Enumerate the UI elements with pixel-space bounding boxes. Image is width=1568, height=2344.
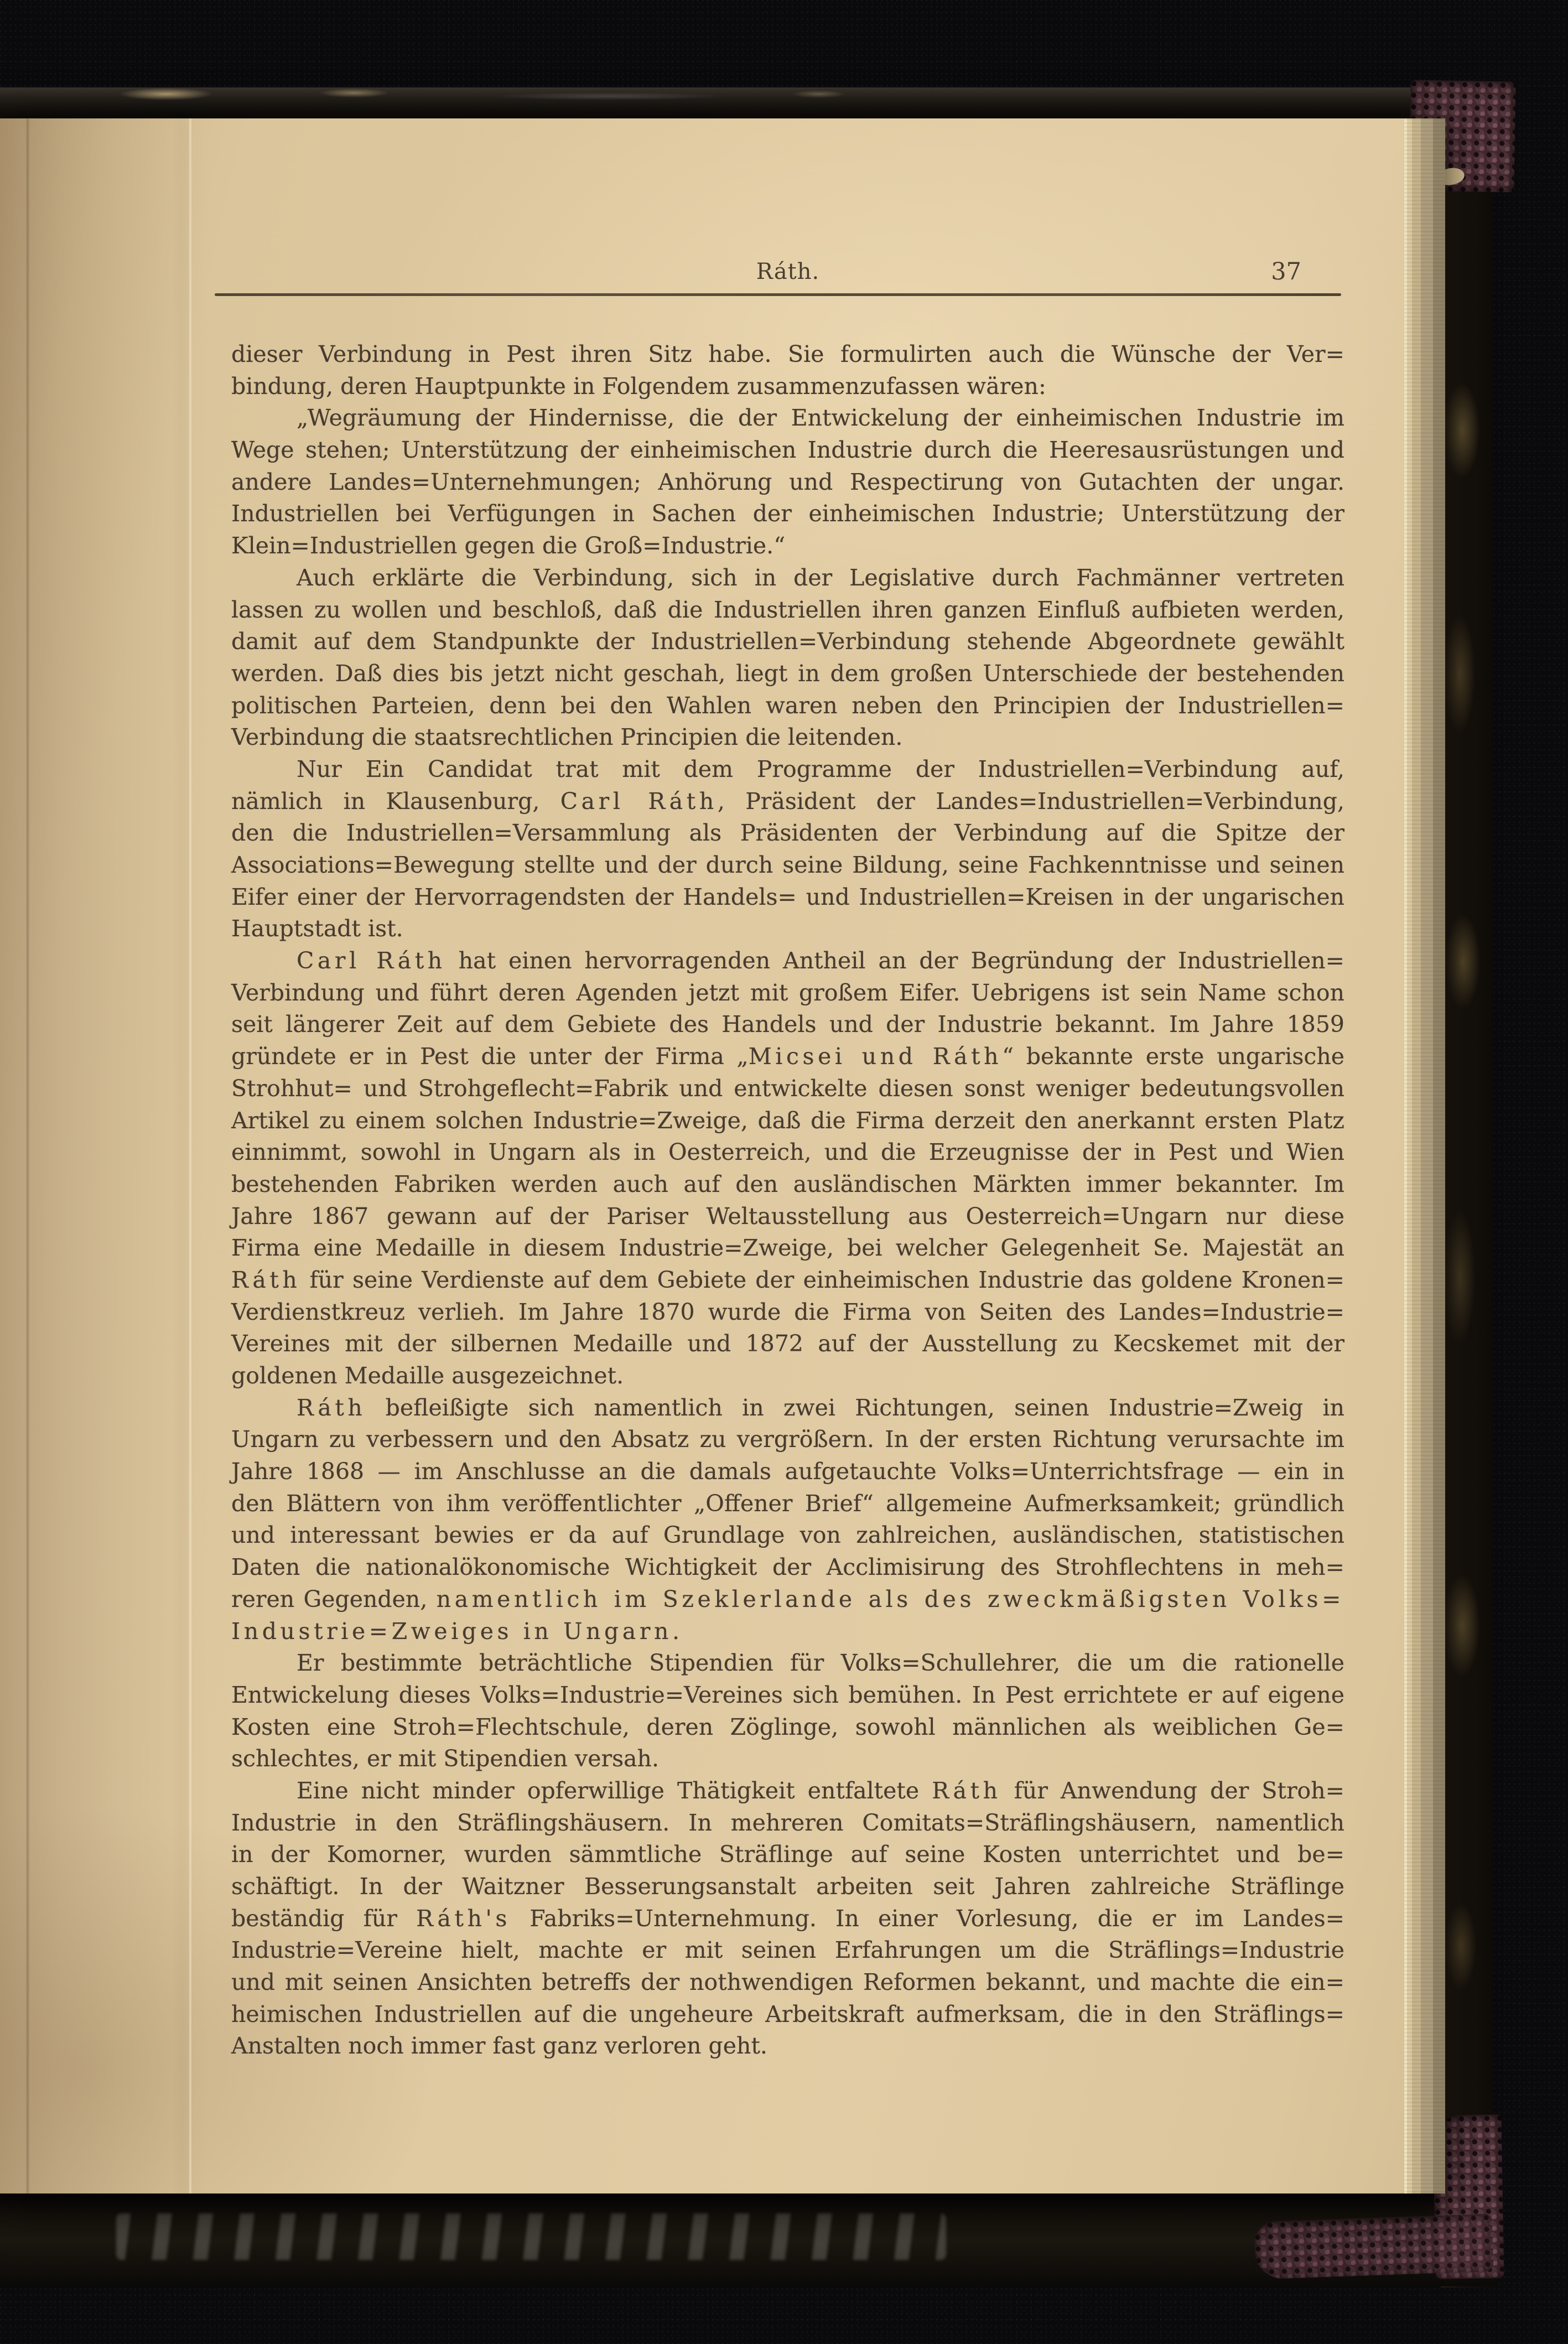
text-segment: Eifer einer der Hervorragendsten der Handels= und Industriellen=Kreisen in der ungarischen bbox=[231, 883, 1344, 910]
text-line bbox=[231, 530, 1344, 562]
text-line bbox=[231, 913, 1344, 945]
text-segment: Kosten eine Stroh=Flechtschule, deren Zöglinge, sowohl männlichen als weiblichen Ge= bbox=[231, 1713, 1344, 1740]
text-segment: einnimmt, sowohl in Ungarn als in Oesterreich, und die Erzeugnisse der in Pest und Wien bbox=[231, 1139, 1344, 1166]
text-segment: Entwickelung dieses Volks=Industrie=Vereines sich bemühen. In Pest errichtete er auf eigene bbox=[231, 1681, 1344, 1708]
text-line bbox=[231, 722, 1344, 754]
text-segment: lassen zu wollen und beschloß, daß die Industriellen ihren ganzen Einfluß aufbieten werden, bbox=[231, 596, 1344, 623]
text-line bbox=[231, 1679, 1344, 1712]
text-segment: Klein=Industriellen gegen die Groß=Industrie.“ bbox=[231, 532, 786, 559]
text-line bbox=[231, 1073, 1344, 1105]
letterspaced-text: Micsei und Ráth bbox=[748, 1043, 1003, 1070]
text-segment: “ bekannte erste ungarische bbox=[1002, 1043, 1344, 1070]
text-segment: seit längerer Zeit auf dem Gebiete des Handels und der Industrie bekannt. Im Jahre 1859 bbox=[231, 1011, 1344, 1038]
text-line bbox=[231, 1456, 1344, 1488]
page-fold-crease bbox=[189, 118, 191, 2193]
text-segment: Associations=Bewegung stellte und der durch seine Bildung, seine Fachkenntnisse und seinen bbox=[231, 852, 1344, 878]
text-line bbox=[231, 881, 1344, 914]
text-segment: beständig für bbox=[231, 1905, 417, 1932]
text-line bbox=[231, 817, 1344, 849]
worn-leather-patch bbox=[1254, 2214, 1493, 2280]
text-line bbox=[231, 1839, 1344, 1871]
text-segment: und interessant bewies er da auf Grundlage von zahlreichen, ausländischen, statistischen bbox=[231, 1522, 1344, 1549]
text-line bbox=[231, 402, 1344, 434]
text-line bbox=[231, 1041, 1344, 1073]
text-line bbox=[231, 977, 1344, 1009]
text-line bbox=[231, 1009, 1344, 1041]
text-segment: , Präsident der Landes=Industriellen=Verbindung, bbox=[717, 787, 1344, 815]
text-line bbox=[231, 562, 1344, 594]
text-segment: für seine Verdienste auf dem Gebiete der einheimischen Industrie das goldene Kronen= bbox=[300, 1266, 1344, 1293]
text-segment: Verdienstkreuz verlieh. Im Jahre 1870 wurde die Firma von Seiten des Landes=Industrie= bbox=[231, 1298, 1344, 1325]
text-segment: Verbindung und führt deren Agenden jetzt mit großem Eifer. Uebrigens ist sein Name schon bbox=[231, 979, 1344, 1006]
text-segment: Auch erklärte die Verbindung, sich in der Legislative durch Fachmänner vertreten bbox=[297, 564, 1344, 591]
text-line bbox=[231, 1807, 1344, 1839]
text-segment: schlechtes, er mit Stipendien versah. bbox=[231, 1745, 659, 1772]
book-cover-edge-right bbox=[1441, 87, 1494, 2288]
text-line bbox=[231, 1552, 1344, 1584]
text-line bbox=[231, 1871, 1344, 1903]
letterspaced-text: Ráth bbox=[297, 1394, 366, 1421]
page-block-fore-edge bbox=[1404, 118, 1445, 2193]
text-line bbox=[231, 1584, 1344, 1616]
text-block bbox=[231, 339, 1344, 2062]
text-line bbox=[231, 754, 1344, 786]
text-line bbox=[231, 786, 1344, 818]
text-segment: und mit seinen Ansichten betreffs der nothwendigen Reformen bekannt, und machte die ein= bbox=[231, 1969, 1344, 1996]
text-segment: andere Landes=Unternehmungen; Anhörung und Respectirung von Gutachten der ungar. bbox=[231, 468, 1344, 495]
text-segment: für Anwendung der Stroh= bbox=[1001, 1777, 1344, 1804]
page-number: 37 bbox=[1271, 258, 1301, 286]
text-segment: Nur Ein Candidat trat mit dem Programme der Industriellen=Verbindung auf, bbox=[297, 755, 1344, 782]
running-head-title: Ráth. bbox=[756, 259, 820, 284]
text-segment: gründete er in Pest die unter der Firma „ bbox=[231, 1043, 749, 1070]
letterspaced-text: Carl Ráth bbox=[560, 787, 718, 815]
text-line bbox=[231, 1999, 1344, 2031]
text-line bbox=[231, 1903, 1344, 1935]
text-line bbox=[231, 1297, 1344, 1329]
text-segment: goldenen Medaille ausgezeichnet. bbox=[231, 1362, 624, 1389]
text-line bbox=[231, 1775, 1344, 1807]
text-line bbox=[231, 690, 1344, 722]
book-cover-edge-top bbox=[0, 87, 1497, 123]
text-line bbox=[231, 1264, 1344, 1297]
text-line bbox=[231, 1232, 1344, 1264]
text-segment: Industrie in den Sträflingshäusern. In mehreren Comitats=Sträflingshäusern, namentlich bbox=[231, 1809, 1344, 1836]
text-segment: damit auf dem Standpunkte der Industriellen=Verbindung stehende Abgeordnete gewählt bbox=[231, 628, 1344, 655]
text-segment: Verbindung die staatsrechtlichen Principien die leitenden. bbox=[231, 724, 903, 751]
text-segment: heimischen Industriellen auf die ungeheure Arbeitskraft aufmerksam, die in den Sträflings= bbox=[231, 2000, 1344, 2027]
text-line bbox=[231, 594, 1344, 626]
text-line bbox=[231, 434, 1344, 466]
text-segment: schäftigt. In der Waitzner Besserungsanstalt arbeiten seit Jahren zahlreiche Sträflinge bbox=[231, 1873, 1344, 1900]
text-segment: Eine nicht minder opferwillige Thätigkeit entfaltete bbox=[297, 1777, 932, 1804]
text-segment: bindung, deren Hauptpunkte in Folgendem zusammenzufassen wären: bbox=[231, 372, 1046, 400]
text-line bbox=[231, 1360, 1344, 1392]
text-line bbox=[231, 498, 1344, 530]
header-rule bbox=[215, 293, 1341, 296]
text-segment: den die Industriellen=Versammlung als Präsidenten der Verbindung auf die Spitze der bbox=[231, 820, 1344, 847]
text-segment: reren Gegenden, bbox=[231, 1585, 437, 1612]
text-segment: Jahre 1868 — im Anschlusse an die damals aufgetauchte Volks=Unterrichtsfrage — ein in bbox=[231, 1458, 1344, 1485]
text-line bbox=[231, 1201, 1344, 1233]
letterspaced-text: Ráth's bbox=[416, 1905, 511, 1932]
text-line bbox=[231, 371, 1344, 403]
underlying-page-edge bbox=[27, 118, 29, 2193]
text-segment: Firma eine Medaille in diesem Industrie=Zweige, bei welcher Gelegenheit Se. Majestät an bbox=[231, 1235, 1344, 1262]
text-line bbox=[231, 1328, 1344, 1360]
text-segment: Industrie=Vereine hielt, machte er mit seinen Erfahrungen um die Sträflings=Industrie bbox=[231, 1937, 1344, 1964]
text-line bbox=[231, 1647, 1344, 1679]
text-line bbox=[231, 945, 1344, 977]
text-segment: Daten die nationalökonomische Wichtigkeit der Acclimisirung des Strohflechtens in meh= bbox=[231, 1554, 1344, 1581]
book-page bbox=[0, 118, 1445, 2193]
text-segment: Vereines mit der silbernen Medaille und 1872 auf der Ausstellung zu Kecskemet mit der bbox=[231, 1330, 1344, 1357]
text-segment: Fabriks=Unternehmung. In einer Vorlesung, die er im Landes= bbox=[510, 1905, 1344, 1932]
letterspaced-text: Ráth bbox=[231, 1266, 301, 1293]
text-line bbox=[231, 626, 1344, 658]
text-line bbox=[231, 339, 1344, 371]
text-segment: Anstalten noch immer fast ganz verloren geht. bbox=[231, 2032, 767, 2060]
text-line bbox=[231, 2030, 1344, 2062]
text-segment: Jahre 1867 gewann auf der Pariser Weltausstellung aus Oesterreich=Ungarn nur diese bbox=[231, 1202, 1344, 1230]
text-line bbox=[231, 1616, 1344, 1648]
text-line bbox=[231, 1137, 1344, 1169]
text-segment: Wege stehen; Unterstützung der einheimischen Industrie durch die Heeresausrüstungen und bbox=[231, 437, 1344, 464]
text-segment: Hauptstadt ist. bbox=[231, 915, 403, 942]
text-segment: Industriellen bei Verfügungen in Sachen der einheimischen Industrie; Unterstützung der bbox=[231, 500, 1344, 527]
text-line bbox=[231, 1392, 1344, 1424]
text-line bbox=[231, 1488, 1344, 1520]
letterspaced-text: Ráth bbox=[932, 1777, 1001, 1804]
text-segment: Ungarn zu verbessern und den Absatz zu vergrößern. In der ersten Richtung verursachte im bbox=[231, 1426, 1344, 1453]
text-segment: nämlich in Klausenburg, bbox=[231, 787, 560, 815]
cover-scuff-marks bbox=[116, 2213, 946, 2260]
text-line bbox=[231, 1105, 1344, 1137]
text-line bbox=[231, 1712, 1344, 1744]
text-segment: Strohhut= und Strohgeflecht=Fabrik und entwickelte diesen sonst weniger bedeutungsvollen bbox=[231, 1075, 1344, 1102]
letterspaced-text: Carl Ráth bbox=[297, 947, 446, 974]
text-segment: in der Komorner, wurden sämmtliche Sträflinge auf seine Kosten unterrichtet und be= bbox=[231, 1841, 1344, 1868]
letterspaced-text: Industrie=Zweiges in Ungarn. bbox=[231, 1617, 683, 1645]
text-line bbox=[231, 1935, 1344, 1967]
text-segment: bestehenden Fabriken werden auch auf den ausländischen Märkten immer bekannter. Im bbox=[231, 1170, 1344, 1197]
text-line bbox=[231, 466, 1344, 499]
text-line bbox=[231, 1424, 1344, 1456]
running-head-row bbox=[231, 256, 1344, 288]
letterspaced-text: namentlich im Szeklerlande als des zweckmäßigsten Volks= bbox=[436, 1585, 1344, 1612]
text-segment: Artikel zu einem solchen Industrie=Zweige, daß die Firma derzeit den anerkannt ersten Platz bbox=[231, 1107, 1344, 1134]
text-segment: Er bestimmte beträchtliche Stipendien für Volks=Schullehrer, die um die rationelle bbox=[297, 1650, 1344, 1677]
text-segment: befleißigte sich namentlich in zwei Richtungen, seinen Industrie=Zweig in bbox=[366, 1394, 1344, 1421]
text-line bbox=[231, 1967, 1344, 1999]
text-line bbox=[231, 1743, 1344, 1775]
text-line bbox=[231, 1520, 1344, 1552]
text-line bbox=[231, 849, 1344, 881]
text-segment: „Wegräumung der Hindernisse, die der Entwickelung der einheimischen Industrie im bbox=[297, 405, 1344, 432]
text-segment: dieser Verbindung in Pest ihren Sitz habe. Sie formulirten auch die Wünsche der Ver= bbox=[231, 341, 1344, 367]
text-line bbox=[231, 1169, 1344, 1201]
text-segment: politischen Parteien, denn bei den Wahlen waren neben den Principien der Industriellen= bbox=[231, 692, 1344, 719]
text-line bbox=[231, 658, 1344, 690]
text-segment: den Blättern von ihm veröffentlichter „Offener Brief“ allgemeine Aufmerksamkeit; gründlich bbox=[231, 1490, 1344, 1517]
text-segment: hat einen hervorragenden Antheil an der Begründung der Industriellen= bbox=[445, 947, 1344, 974]
text-segment: werden. Daß dies bis jetzt nicht geschah, liegt in dem großen Unterschiede der bestehenden bbox=[231, 660, 1344, 687]
page-gutter-shadow bbox=[0, 118, 216, 2193]
